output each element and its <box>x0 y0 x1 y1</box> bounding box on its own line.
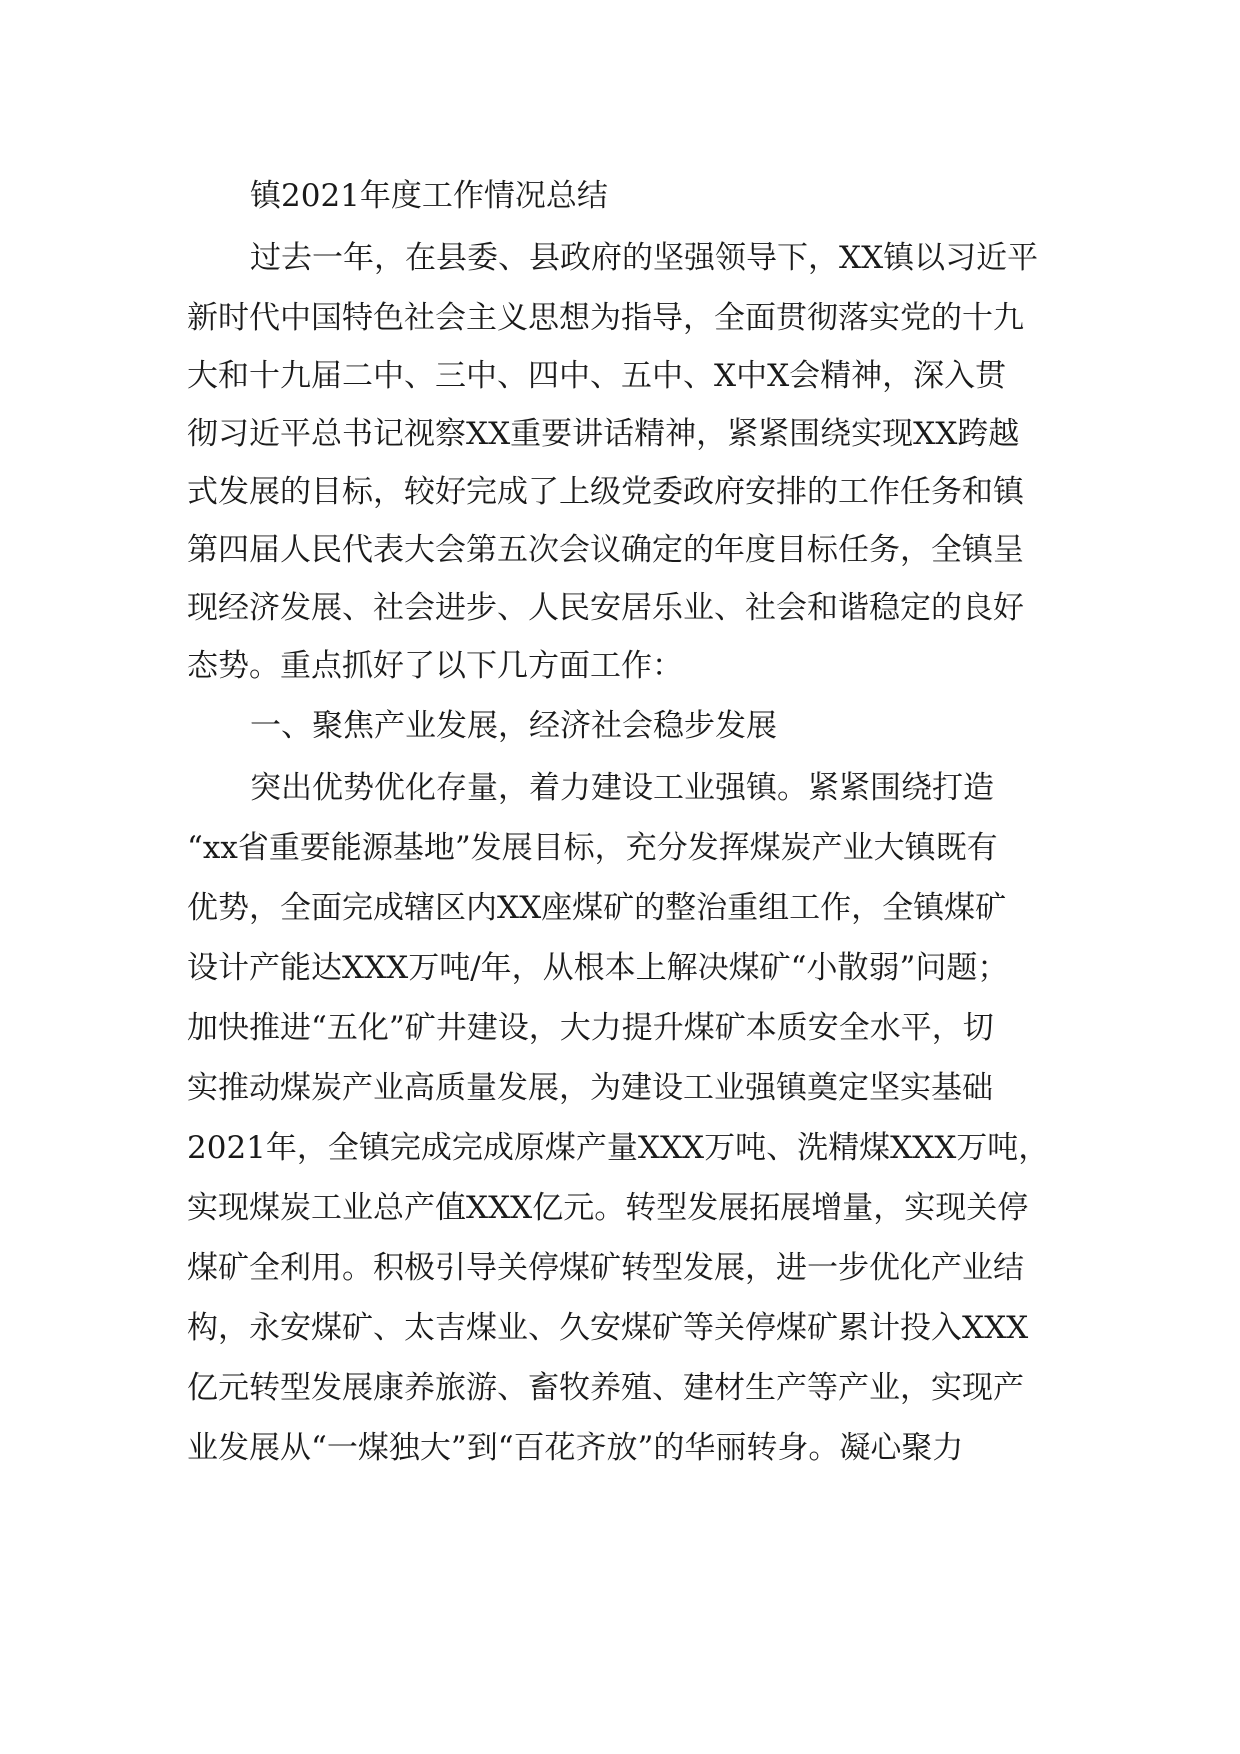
paragraph-line: 实推动煤炭产业高质量发展，为建设工业强镇奠定坚实基础 <box>187 1070 993 1106</box>
paragraph-line: 业发展从“一煤独大”到“百花齐放”的华丽转身。凝心聚力 <box>187 1430 964 1466</box>
paragraph-line: 突出优势优化存量，着力建设工业强镇。紧紧围绕打造 <box>250 770 994 806</box>
paragraph-line: 态势。重点抓好了以下几方面工作： <box>187 648 683 684</box>
paragraph-line: 新时代中国特色社会主义思想为指导，全面贯彻落实党的十九 <box>187 300 1024 336</box>
paragraph-line: 第四届人民代表大会第五次会议确定的年度目标任务，全镇呈 <box>187 532 1024 568</box>
paragraph-line: “xx省重要能源基地”发展目标，充分发挥煤炭产业大镇既有 <box>187 830 998 866</box>
paragraph-line: 2021年，全镇完成完成原煤产量XXX万吨、洗精煤XXX万吨， <box>187 1130 1050 1166</box>
paragraph-line: 亿元转型发展康养旅游、畜牧养殖、建材生产等产业，实现产 <box>187 1370 1024 1406</box>
paragraph-line: 彻习近平总书记视察XX重要讲话精神，紧紧围绕实现XX跨越 <box>187 416 1020 452</box>
paragraph-line: 现经济发展、社会进步、人民安居乐业、社会和谐稳定的良好 <box>187 590 1024 626</box>
paragraph-line: 煤矿全利用。积极引导关停煤矿转型发展，进一步优化产业结 <box>187 1250 1024 1286</box>
paragraph-line: 大和十九届二中、三中、四中、五中、X中X会精神，深入贯 <box>187 358 1007 394</box>
paragraph-line: 加快推进“五化”矿井建设，大力提升煤矿本质安全水平，切 <box>187 1010 994 1046</box>
paragraph-line: 优势，全面完成辖区内XX座煤矿的整治重组工作，全镇煤矿 <box>187 890 1007 926</box>
document-title: 镇2021年度工作情况总结 <box>250 178 608 214</box>
paragraph-line: 实现煤炭工业总产值XXX亿元。转型发展拓展增量，实现关停 <box>187 1190 1029 1226</box>
paragraph-line: 式发展的目标，较好完成了上级党委政府安排的工作任务和镇 <box>187 474 1024 510</box>
paragraph-line: 构，永安煤矿、太吉煤业、久安煤矿等关停煤矿累计投入XXX <box>187 1310 1029 1346</box>
paragraph-line: 设计产能达XXX万吨/年，从根本上解决煤矿“小散弱”问题； <box>187 950 1009 986</box>
section-heading: 一、聚焦产业发展，经济社会稳步发展 <box>250 708 777 744</box>
paragraph-line: 过去一年，在县委、县政府的坚强领导下，XX镇以习近平 <box>250 240 1039 276</box>
